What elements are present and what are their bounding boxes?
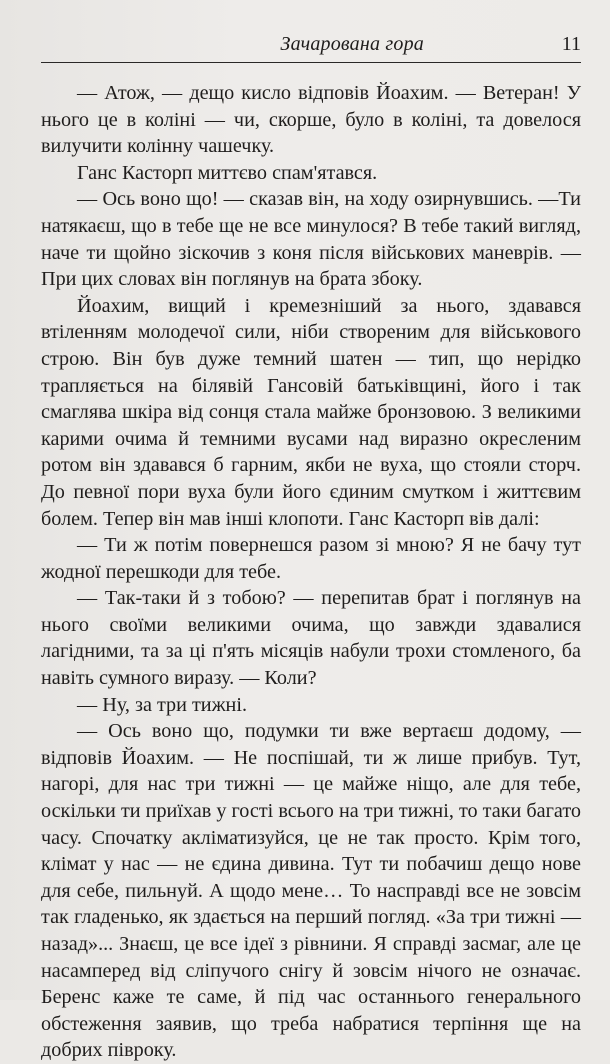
paragraph: Ганс Касторп миттєво спам'ятався. [77,161,378,184]
paragraph: Йоахим, вищий і кремезніший за нього, здавався втіленням молодечої сили, ніби створеним для військового строю. Він був дуже темний шатен — тип, що нерідко трапляється на білявій Гансовій батьківщині, його і так смаглява шкіра від сонця стала майже бронзовою. З великими карими очима й темними вусами над виразно окресленим ротом він здавався б гарним, якби не вуха, що стояли сторч. До певної пори вуха були його єдиним смутком і життєвим болем. Тепер він мав інші клопоти. Ганс Касторп вів далі: [41,294,581,530]
paragraph: — Ти ж потім повернешся разом зі мною? Я не бачу тут жодної перешкоди для тебе. [41,534,581,583]
running-title: Зачарована гора [280,33,424,55]
paragraph: — Ну, за три тижні. [77,693,248,716]
header-rule [41,62,581,63]
paragraph: — Ось воно що! — сказав він, на ходу озирнувшись. —Ти натякаєш, що в тебе ще не все минулося? В тебе такий вигляд, наче ти щойно зіскочив з коня після військових маневрів. — При цих словах він поглянув на брата збоку. [41,188,581,291]
paragraph: — Атож, — дещо кисло відповів Йоахим. — Ветеран! У нього це в коліні — чи, скорше, було в коліні, та довелося вилучити колінну чашечку. [41,82,581,158]
running-head [41,32,581,58]
paragraph: — Так-таки й з тобою? — перепитав брат і поглянув на нього своїми великими очима, що завжди здавалися лагідними, та за ці п'ять місяців набули трохи стомленого, ба навіть сумного виразу. — Коли? [41,587,581,690]
paragraph: — Ось воно що, подумки ти вже вертаєш додому, — відповів Йоахим. — Не поспішай, ти ж лише прибув. Тут, нагорі, для нас три тижні — це майже ніщо, але для тебе, оскільки ти приїхав у гості всього на три тижні, то таки багато часу. Спочатку акліматизуйся, це не так просто. Крім того, клімат у нас — не єдина дивина. Тут ти побачиш дещо нове для себе, пильнуй. А щодо мене… То насправді все не зовсім так гладенько, як здається на перший погляд. «За три тижні — назад»... Знаєш, це все ідеї з рівнини. Я справді засмаг, але це насамперед від сліпучого снігу й зовсім нічого не означає. Беренс каже те саме, й під час останнього генерального обстеження заявив, що треба набратися терпіння ще на добрих півроку. [41,720,581,1062]
page-number: 11 [561,33,581,55]
body-text [41,80,581,1064]
